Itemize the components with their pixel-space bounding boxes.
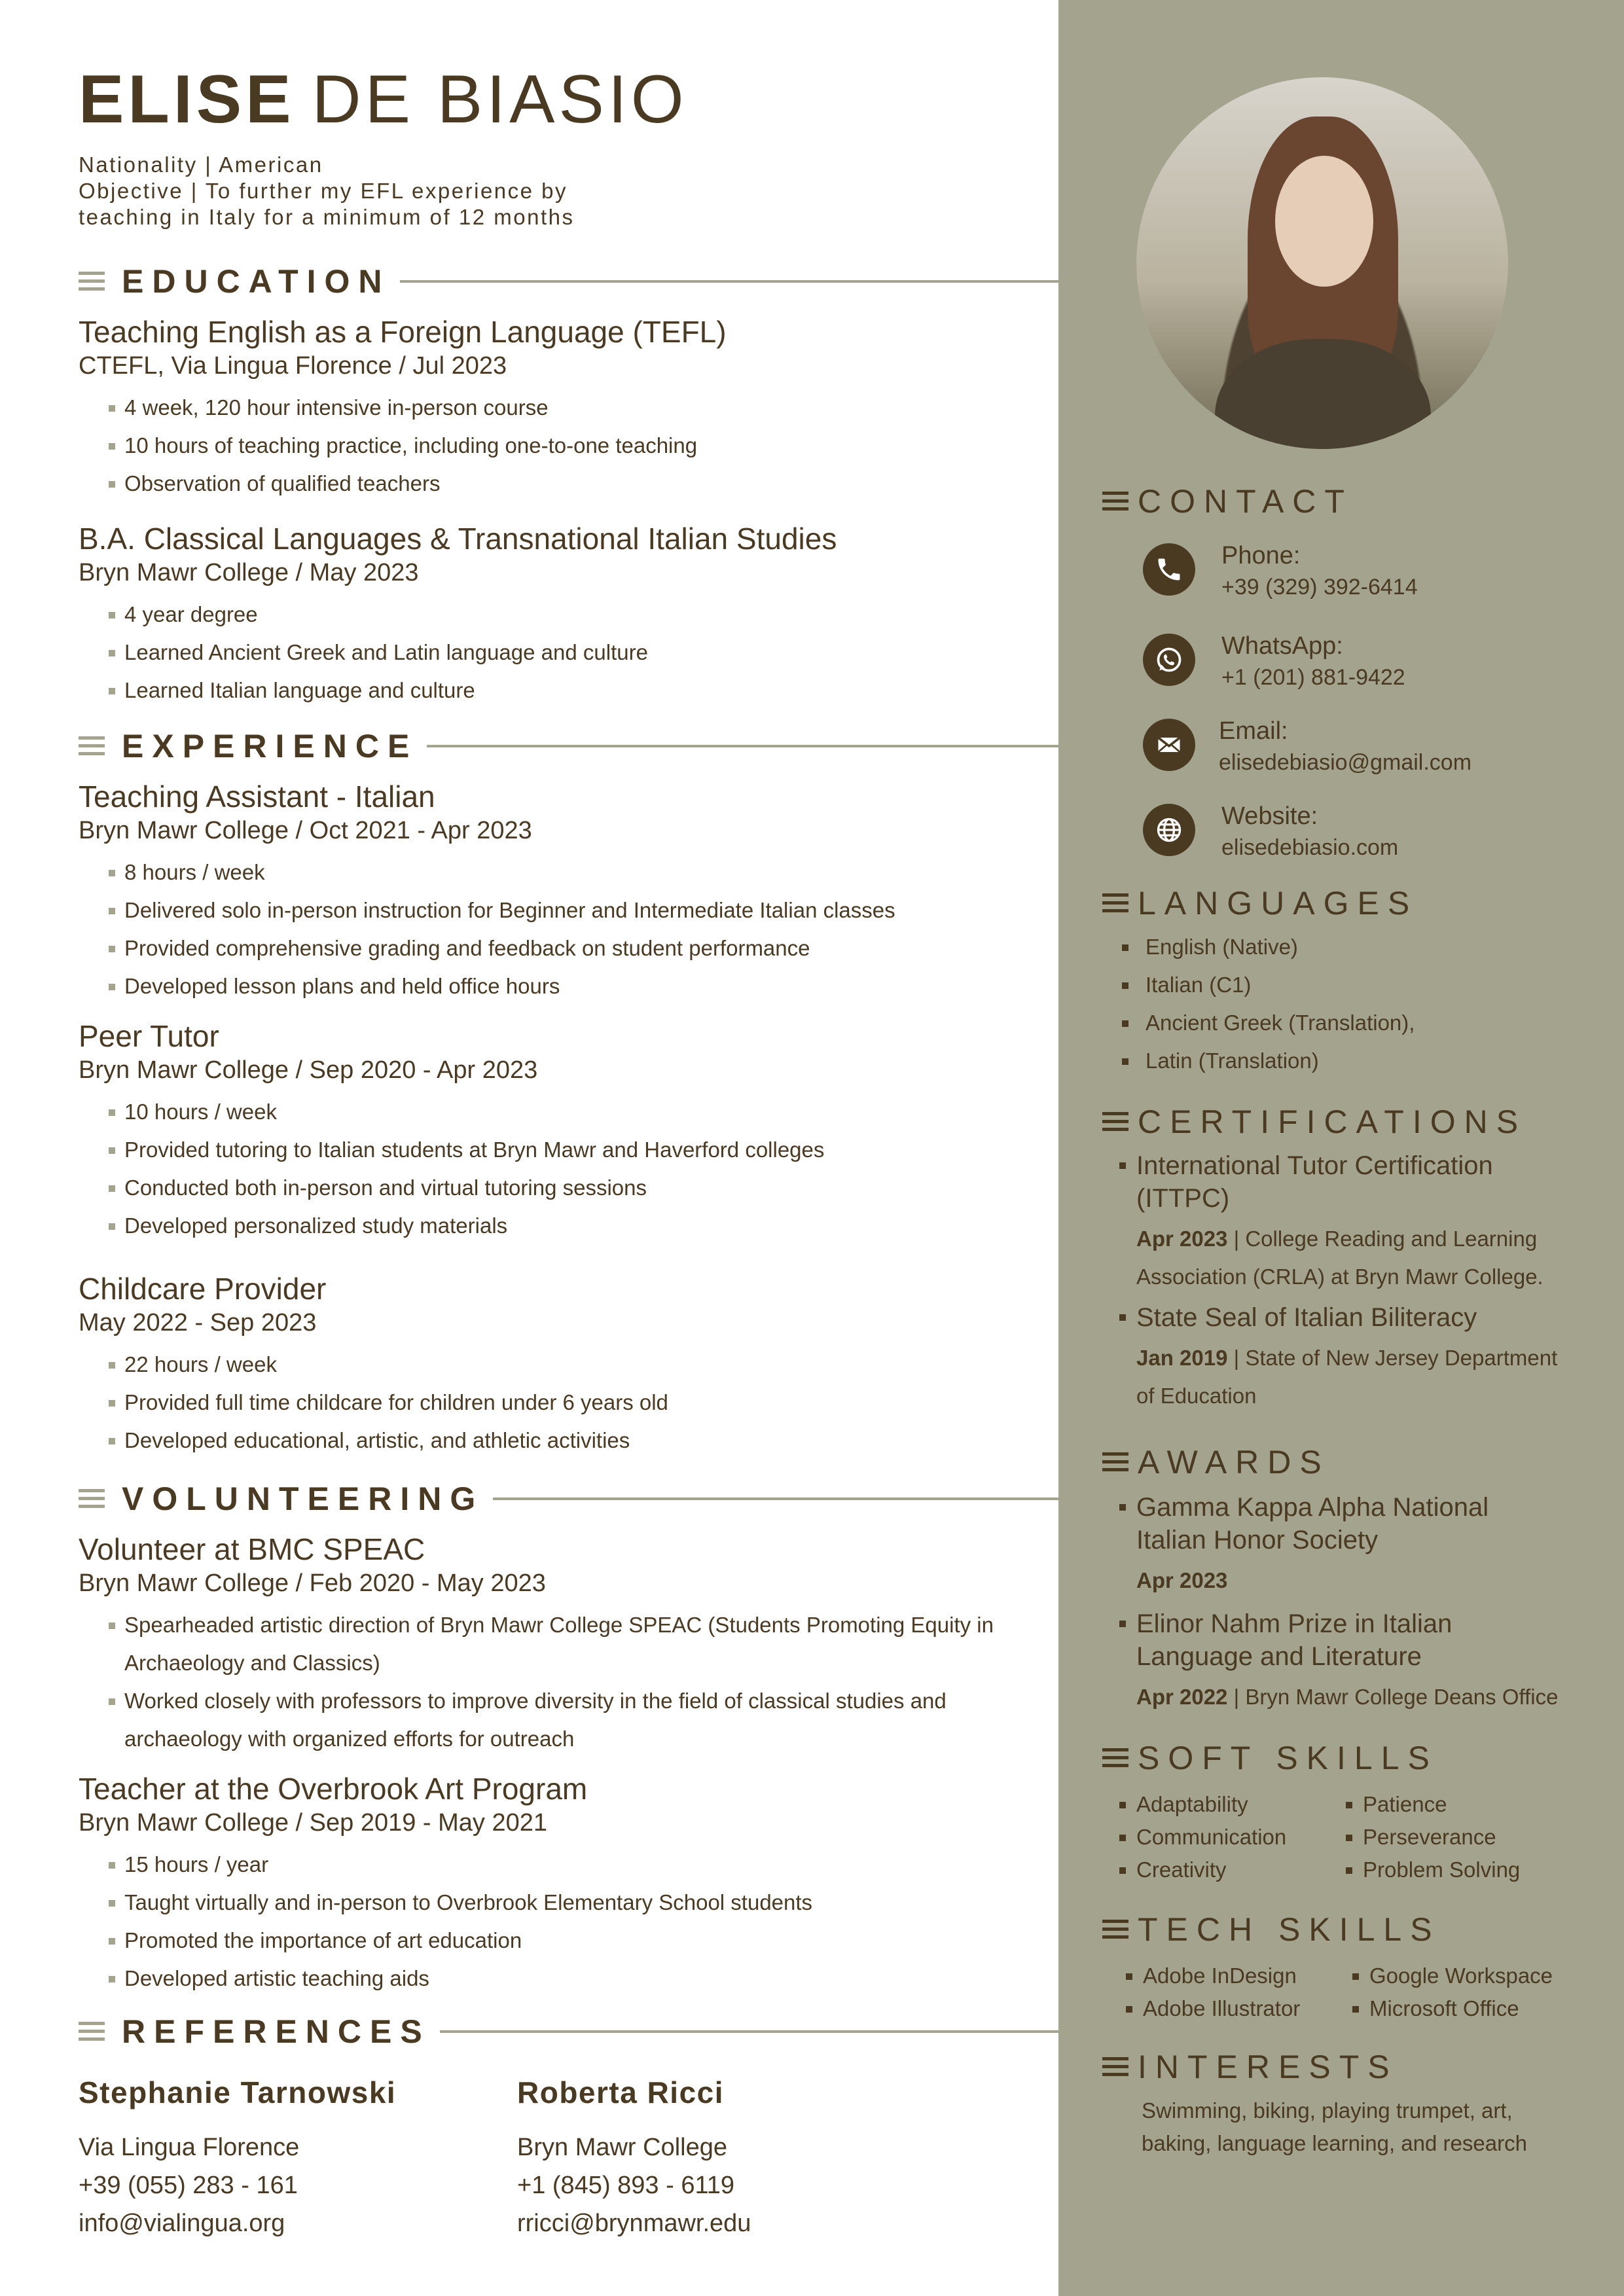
soft-skills-heading	[1102, 1738, 1438, 1778]
education-heading	[79, 262, 1058, 301]
skill-item: Adobe InDesign	[1123, 1960, 1350, 1992]
entry-title: Volunteer at BMC SPEAC	[79, 1532, 425, 1566]
skill-item: Google Workspace	[1350, 1960, 1585, 1992]
award-name: Language and Literature	[1136, 1642, 1422, 1671]
skill-item: Microsoft Office	[1350, 1992, 1585, 2025]
entry-subtitle: Bryn Mawr College / Sep 2020 - Apr 2023	[79, 1056, 538, 1084]
entry-bullet: 22 hours / week	[79, 1346, 1034, 1384]
section-title: EXPERIENCE	[122, 728, 418, 764]
award-date: Apr 2023	[1136, 1568, 1228, 1592]
education-entry	[79, 314, 1034, 503]
entry-bullet: 10 hours of teaching practice, including one-to-one teaching	[79, 427, 1034, 465]
entry-title: Childcare Provider	[79, 1272, 327, 1306]
section-title: TECH SKILLS	[1138, 1911, 1441, 1948]
entry-title: Teacher at the Overbrook Art Program	[79, 1772, 588, 1806]
contact-website[interactable]	[1143, 802, 1601, 874]
entry-bullet: Promoted the importance of art education	[79, 1922, 1034, 1960]
section-title: EDUCATION	[122, 263, 391, 300]
certification-issuer: of Education	[1136, 1384, 1257, 1408]
interests-line: Swimming, biking, playing trumpet, art,	[1142, 2098, 1513, 2123]
entry-title: B.A. Classical Languages & Transnational Italian Studies	[79, 522, 837, 556]
contact-label: WhatsApp:	[1221, 632, 1343, 660]
section-title: SOFT SKILLS	[1138, 1740, 1438, 1776]
reference-phone[interactable]: +1 (845) 893 - 6119	[517, 2172, 735, 2199]
section-title: CONTACT	[1138, 483, 1353, 520]
volunteering-entry	[79, 1771, 1034, 1998]
entry-subtitle: Bryn Mawr College / Sep 2019 - May 2021	[79, 1809, 548, 1837]
awards-heading	[1102, 1443, 1330, 1482]
award-name: Gamma Kappa Alpha National	[1136, 1493, 1489, 1522]
reference-card	[517, 2075, 923, 2242]
skill-item: Creativity	[1117, 1854, 1343, 1886]
menu-icon	[1102, 1748, 1128, 1768]
tech-skills-list	[1123, 1960, 1595, 2025]
contact-label: Email:	[1219, 717, 1288, 745]
menu-icon	[1102, 2057, 1128, 2077]
section-title: CERTIFICATIONS	[1138, 1103, 1527, 1140]
skill-item: Adobe Illustrator	[1123, 1992, 1350, 2025]
entry-bullet: 4 year degree	[79, 596, 1034, 634]
menu-icon	[79, 272, 105, 291]
certification-date: Jan 2019	[1136, 1346, 1228, 1370]
entry-subtitle: CTEFL, Via Lingua Florence / Jul 2023	[79, 352, 507, 380]
contact-heading	[1102, 482, 1353, 521]
entry-subtitle: Bryn Mawr College / Feb 2020 - May 2023	[79, 1570, 546, 1597]
contact-value[interactable]: +39 (329) 392-6414	[1221, 575, 1418, 600]
languages-heading	[1102, 884, 1418, 923]
contact-value[interactable]: +1 (201) 881-9422	[1221, 665, 1405, 690]
reference-card	[79, 2075, 484, 2242]
entry-bullet: 15 hours / year	[79, 1846, 1034, 1884]
intro-block	[79, 152, 799, 230]
references-heading	[79, 2012, 1058, 2051]
experience-entry	[79, 779, 1034, 1005]
entry-title: Teaching English as a Foreign Language (TEFL)	[79, 315, 727, 349]
first-name: ELISE	[79, 62, 295, 137]
skill-item: Communication	[1117, 1821, 1343, 1854]
list-item: Latin (Translation)	[1119, 1042, 1415, 1080]
reference-name: Roberta Ricci	[517, 2075, 725, 2109]
resume-name	[79, 62, 688, 137]
certification-date: Apr 2023	[1136, 1227, 1228, 1251]
certification-name: State Seal of Italian Biliteracy	[1117, 1301, 1588, 1334]
certification-issuer: College Reading and Learning	[1245, 1227, 1538, 1251]
skill-item: Patience	[1343, 1788, 1579, 1821]
entry-title: Teaching Assistant - Italian	[79, 780, 435, 814]
skill-item: Adaptability	[1117, 1788, 1343, 1821]
contact-label: Phone:	[1221, 542, 1301, 569]
email-icon	[1143, 719, 1195, 771]
divider	[400, 280, 1058, 283]
certification-issuer: State of New Jersey Department	[1245, 1346, 1558, 1370]
award-item: Elinor Nahm Prize in Italian Language and Literature Apr 2022 | Bryn Mawr College Deans Office	[1117, 1607, 1588, 1716]
menu-icon	[1102, 1112, 1128, 1132]
entry-bullet: Provided comprehensive grading and feedback on student performance	[79, 929, 1034, 967]
menu-icon	[1102, 1452, 1128, 1472]
entry-bullet: Learned Ancient Greek and Latin language and culture	[79, 634, 1034, 672]
certification-item: International Tutor Certification (ITTPC) Apr 2023 | College Reading and Learning Association (CRLA) at Bryn Mawr College.	[1117, 1149, 1588, 1296]
list-item: Italian (C1)	[1119, 966, 1415, 1004]
soft-skills-list	[1117, 1788, 1588, 1886]
entry-bullet: 8 hours / week	[79, 853, 1034, 891]
certification-item: State Seal of Italian Biliteracy Jan 2019 | State of New Jersey Department of Education	[1117, 1301, 1588, 1415]
contact-whatsapp[interactable]	[1143, 632, 1601, 704]
entry-bullet: Provided full time childcare for children under 6 years old	[79, 1384, 1034, 1422]
reference-email[interactable]: info@vialingua.org	[79, 2210, 285, 2237]
entry-bullet: Developed artistic teaching aids	[79, 1960, 1034, 1998]
award-item	[1117, 1491, 1588, 1600]
profile-photo	[1136, 77, 1508, 449]
skill-item: Problem Solving	[1343, 1854, 1579, 1886]
section-title: LANGUAGES	[1138, 885, 1418, 922]
menu-icon	[1102, 1920, 1128, 1939]
contact-value[interactable]: elisedebiasio@gmail.com	[1219, 750, 1472, 775]
list-item: Ancient Greek (Translation),	[1119, 1004, 1415, 1042]
reference-email[interactable]: rricci@brynmawr.edu	[517, 2210, 751, 2237]
section-title: AWARDS	[1138, 1444, 1330, 1480]
entry-bullet: Delivered solo in-person instruction for Beginner and Intermediate Italian classes	[79, 891, 1034, 929]
experience-entry	[79, 1271, 1034, 1460]
objective-line-2: teaching in Italy for a minimum of 12 months	[79, 205, 575, 229]
tech-skills-heading	[1102, 1910, 1441, 1949]
award-name: Italian Honor Society	[1136, 1526, 1379, 1554]
interests-text	[1142, 2094, 1587, 2160]
entry-bullet: Taught virtually and in-person to Overbrook Elementary School students	[79, 1884, 1034, 1922]
menu-icon	[79, 736, 105, 756]
contact-label: Website:	[1221, 802, 1318, 830]
contact-phone[interactable]	[1143, 542, 1601, 614]
certification-name: International Tutor Certification	[1136, 1151, 1493, 1180]
contact-value[interactable]: elisedebiasio.com	[1221, 835, 1399, 860]
interests-heading	[1102, 2047, 1398, 2087]
volunteering-entry	[79, 1532, 1034, 1758]
entry-bullet: Provided tutoring to Italian students at Bryn Mawr and Haverford colleges	[79, 1131, 1034, 1169]
section-title: REFERENCES	[122, 2013, 431, 2050]
divider	[493, 1498, 1058, 1500]
entry-bullet: Learned Italian language and culture	[79, 672, 1034, 709]
whatsapp-icon	[1143, 634, 1195, 686]
entry-bullet: Observation of qualified teachers	[79, 465, 1034, 503]
experience-entry	[79, 1018, 1034, 1245]
section-title: INTERESTS	[1138, 2049, 1398, 2085]
globe-icon	[1143, 804, 1195, 856]
entry-bullet: Developed educational, artistic, and athletic activities	[79, 1422, 1034, 1460]
reference-org: Via Lingua Florence	[79, 2134, 300, 2161]
entry-subtitle: May 2022 - Sep 2023	[79, 1309, 317, 1336]
entry-title: Peer Tutor	[79, 1019, 219, 1053]
award-issuer: Bryn Mawr College Deans Office	[1245, 1685, 1559, 1709]
menu-icon	[79, 1489, 105, 1509]
award-date: Apr 2022	[1136, 1685, 1228, 1709]
entry-bullet: Spearheaded artistic direction of Bryn Mawr College SPEAC (Students Promoting Equity in Archaeology and Classics)	[79, 1606, 1021, 1682]
entry-bullet: 4 week, 120 hour intensive in-person course	[79, 389, 1034, 427]
objective-line-1: Objective | To further my EFL experience by	[79, 179, 568, 203]
section-title: VOLUNTEERING	[122, 1480, 484, 1517]
entry-subtitle: Bryn Mawr College / Oct 2021 - Apr 2023	[79, 817, 532, 844]
experience-heading	[79, 726, 1058, 766]
interests-line: baking, language learning, and research	[1142, 2131, 1527, 2155]
certifications-heading	[1102, 1102, 1526, 1141]
menu-icon	[79, 2022, 105, 2041]
skill-item: Perseverance	[1343, 1821, 1579, 1854]
education-entry	[79, 521, 1034, 709]
volunteering-heading	[79, 1479, 1058, 1518]
certification-name: (ITTPC)	[1136, 1184, 1230, 1213]
award-name: Elinor Nahm Prize in Italian	[1136, 1609, 1453, 1638]
menu-icon	[1102, 893, 1128, 913]
entry-bullet: Developed lesson plans and held office hours	[79, 967, 1034, 1005]
divider	[427, 745, 1058, 747]
list-item: English (Native)	[1119, 928, 1415, 966]
entry-bullet: Conducted both in-person and virtual tutoring sessions	[79, 1169, 1034, 1207]
entry-bullet: Developed personalized study materials	[79, 1207, 1034, 1245]
reference-org: Bryn Mawr College	[517, 2134, 727, 2161]
reference-phone[interactable]: +39 (055) 283 - 161	[79, 2172, 298, 2199]
entry-bullet: Worked closely with professors to improve diversity in the field of classical studies and archaeology with organized efforts for outreach	[79, 1682, 1021, 1758]
nationality: Nationality | American	[79, 152, 323, 177]
reference-name: Stephanie Tarnowski	[79, 2075, 397, 2109]
languages-list	[1119, 928, 1415, 1080]
certification-issuer: Association (CRLA) at Bryn Mawr College.	[1136, 1265, 1543, 1289]
entry-bullet: 10 hours / week	[79, 1093, 1034, 1131]
menu-icon	[1102, 492, 1128, 511]
contact-email[interactable]	[1143, 717, 1601, 789]
divider	[440, 2030, 1058, 2033]
last-name: DE BIASIO	[312, 62, 688, 137]
entry-subtitle: Bryn Mawr College / May 2023	[79, 559, 419, 586]
phone-icon	[1143, 543, 1195, 596]
